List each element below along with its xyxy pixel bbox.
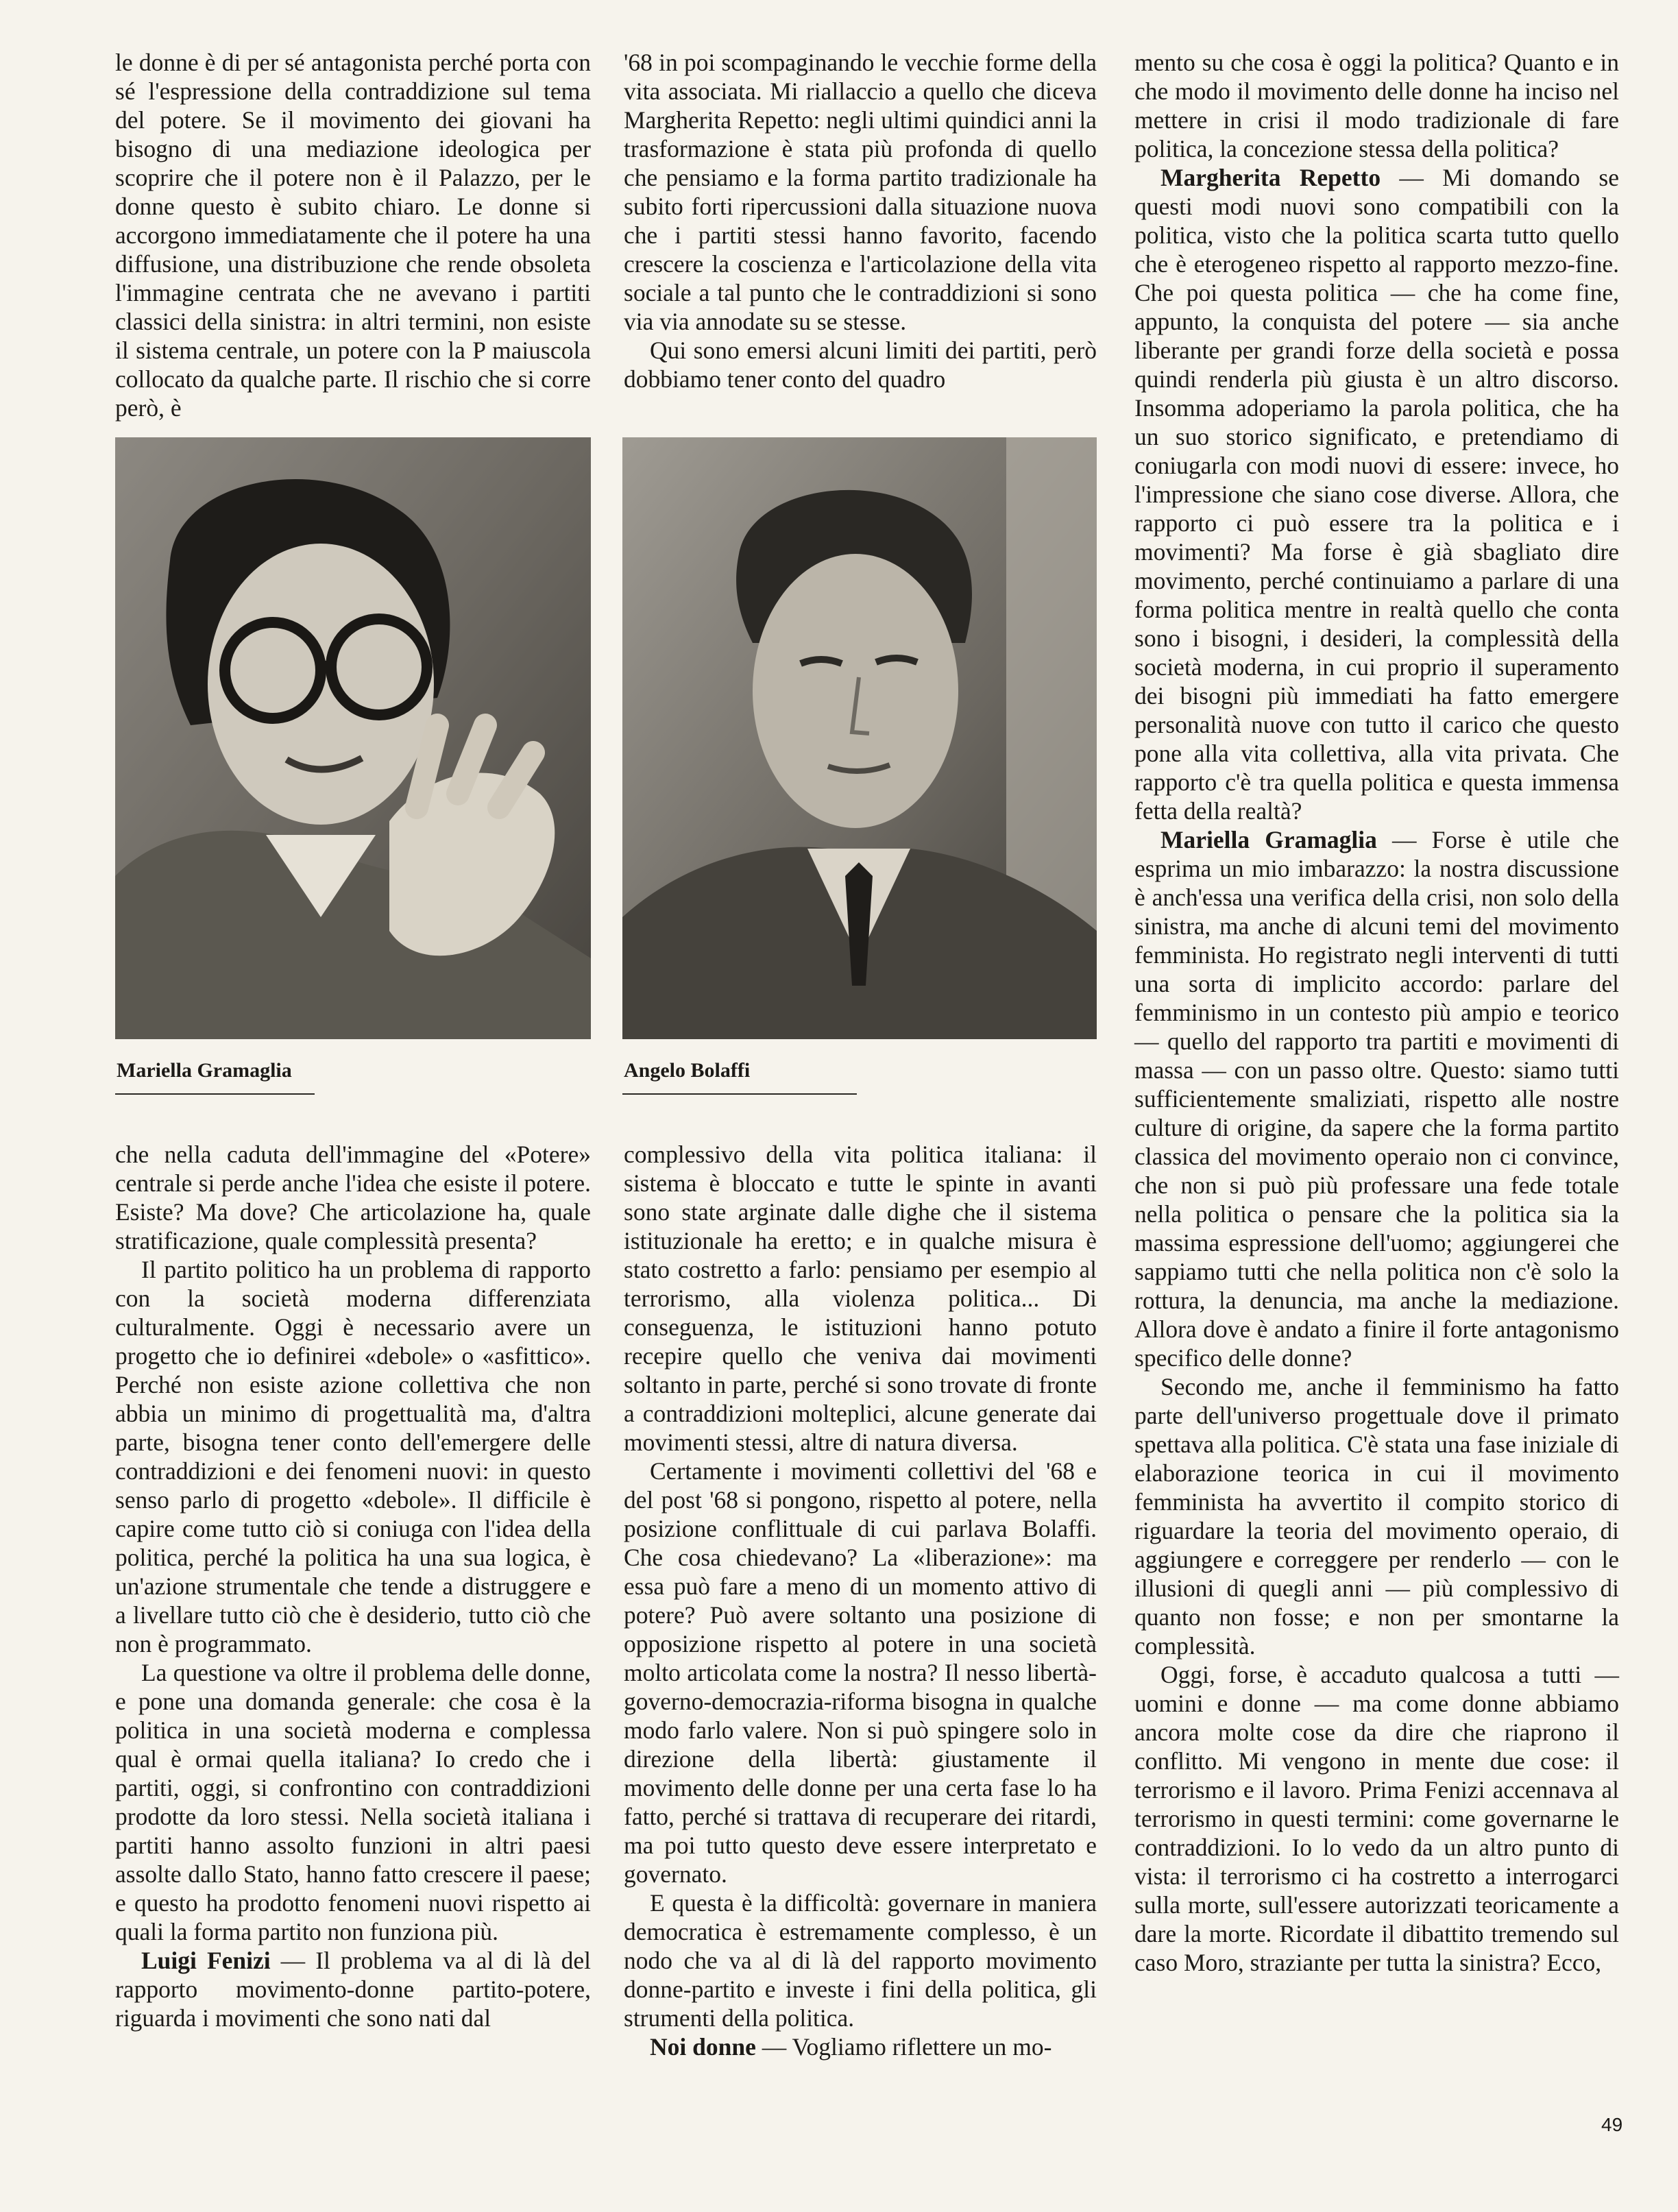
speaker-name: Luigi Fenizi: [141, 1947, 271, 1974]
caption-rule-right: [622, 1093, 857, 1095]
paragraph: le donne è di per sé antagonista perché porta con sé l'espressione della contraddizione sul tema del potere. Se il movimento dei giovani ha bisogno di una mediazione ideologica per scoprire che il potere non è il Palazzo, per le donne questo è subito chiaro. Le donne si accorgono immediatamente che il potere ha una diffusione, una distribuzione che rende obsoleta l'immagine centrata che ne avevano i partiti classici della sinistra: in altri termini, non esiste il sistema centrale, un potere con la P maiuscola collocato da qualche parte. Il rischio che si corre però, è: [115, 49, 591, 422]
photo-mariella-gramaglia: [115, 437, 591, 1039]
paragraph: mento su che cosa è oggi la politica? Quanto e in che modo il movimento delle donne ha inciso nel mettere in crisi il modo tradizionale di fare politica, la concezione stessa della politica?: [1134, 49, 1619, 162]
speaker-name: Noi donne: [650, 2033, 756, 2061]
column-2-bottom: [624, 1140, 1097, 2061]
speaker-text: — Vogliamo riflettere un mo-: [755, 2033, 1052, 2061]
paragraph: E questa è la difficoltà: governare in maniera democratica è estremamente complesso, è un nodo che va al di là del rapporto movimento donne-partito e investe i fini della politica, gli strumenti della politica.: [624, 1889, 1097, 2032]
speaker-paragraph: [1134, 825, 1619, 1372]
page-number: 49: [1601, 2114, 1623, 2135]
column-1-top: [115, 48, 591, 422]
photo-caption-left: Mariella Gramaglia: [117, 1059, 292, 1082]
paragraph: che nella caduta dell'immagine del «Potere» centrale si perde anche l'idea che esiste il potere. Esiste? Ma dove? Che articolazione ha, quale stratificazione, quale complessità presenta?: [115, 1141, 591, 1254]
paragraph: '68 in poi scompaginando le vecchie forme della vita associata. Mi riallaccio a quello che diceva Margherita Repetto: negli ultimi quindici anni la trasformazione è stata più profonda di quello che pensiamo e la forma partito tradizionale ha subito forti ripercussioni dalla situazione nuova che i partiti stessi hanno favorito, facendo crescere la coscienza e l'articolazione della vita sociale a tal punto che le contraddizioni si sono via via annodate su se stesse.: [624, 49, 1097, 335]
portrait-illustration: [622, 437, 1097, 1039]
portrait-illustration: [115, 437, 591, 1039]
paragraph: Qui sono emersi alcuni limiti dei partiti, però dobbiamo tener conto del quadro: [624, 337, 1097, 393]
paragraph: La questione va oltre il problema delle donne, e pone una domanda generale: che cosa è la politica in una società moderna e complessa qual è ormai quella italiana? Io credo che i partiti, oggi, si confrontino con contraddizioni prodotte da loro stessi. Nella società italiana i partiti hanno assolto funzioni in altri paesi assolte dallo Stato, hanno fatto crescere il paese; e questo ha prodotto fenomeni nuovi rispetto ai quali la forma partito non funziona più.: [115, 1659, 591, 1945]
paragraph: Il partito politico ha un problema di rapporto con la società moderna differenziata culturalmente. Oggi è necessario avere un progetto che io definirei «debole» o «asfittico». Perché non esiste azione collettiva che non abbia un minimo di progettualità ma, d'altra parte, bisogna tener conto dell'emergere delle contraddizioni e dei fenomeni nuovi: in questo senso parlo di progetto «debole». Il difficile è capire come tutto ciò si coniuga con l'idea della politica, perché la politica ha una sua logica, è un'azione strumentale che tende a distruggere e a livellare tutto ciò che è desiderio, tutto ciò che non è programmato.: [115, 1256, 591, 1657]
speaker-name: Mariella Gramaglia: [1160, 826, 1377, 853]
column-3: [1134, 48, 1619, 1977]
paragraph: Certamente i movimenti collettivi del '68 e del post '68 si pongono, rispetto al potere, nella posizione conflittuale di cui parlava Bolaffi. Che cosa chiedevano? La «liberazione»: ma essa può fare a meno di un momento attivo di potere? Può avere soltanto una posizione di opposizione rispetto al potere in una società molto articolata come la nostra? Il nesso libertà-governo-democrazia-riforma bisogna in qualche modo farlo valere. Non si può spingere solo in direzione della libertà: giustamente il movimento delle donne per una certa fase lo ha fatto, perché si trattava di recuperare dei ritardi, ma poi tutto questo deve essere interpretato e governato.: [624, 1457, 1097, 1888]
paragraph: complessivo della vita politica italiana: il sistema è bloccato e tutte le spinte in avanti sono state arginate dalle dighe che il sistema istituzionale ha eretto; e in qualche misura è stato costretto a farlo: pensiamo per esempio al terrorismo, alla violenza politica... Di conseguenza, le istituzioni hanno potuto recepire quello che veniva dai movimenti soltanto in parte, perché si sono trovate di fronte a contraddizioni molteplici, alcune generate dai movimenti stessi, altre di natura diversa.: [624, 1141, 1097, 1456]
speaker-text: — Mi domando se questi modi nuovi sono compatibili con la politica, visto che la politica scarta tutto quello che è eterogeneo rispetto al rapporto mezzo-fine. Che poi questa politica — che ha come fine, appunto, la conquista del potere — sia anche liberante per grandi forze della società e possa quindi renderla più giusta è un altro discorso. Insomma adoperiamo la parola politica, che ha un suo storico significato, e pretendiamo di coniugarla con modi nuovi di essere: invece, ho l'impressione che siano cose diverse. Allora, che rapporto ci può essere tra la politica e i movimenti? Ma forse è già sbagliato dire movimento, perché continuiamo a parlare di una forma politica mentre in realtà quello che conta sono i bisogni, i desideri, la complessità della società moderna, in cui proprio il superamento dei bisogni più immediati ha fatto emergere personalità nuove con tutto il carico che questo pone alla vita collettiva, alla vita privata. Che rapporto c'è tra quella politica e questa immensa fetta della realtà?: [1134, 164, 1619, 825]
speaker-paragraph: [115, 1946, 591, 2032]
speaker-name: Margherita Repetto: [1160, 164, 1381, 191]
photo-caption-right: Angelo Bolaffi: [624, 1059, 751, 1082]
speaker-paragraph: [1134, 163, 1619, 825]
photo-angelo-bolaffi: [622, 437, 1097, 1039]
paragraph: Secondo me, anche il femminismo ha fatto parte dell'universo progettuale dove il primato spettava alla politica. C'è stata una fase iniziale di elaborazione teorica in cui il movimento femminista ha avvertito il compito storico di riguardare la teoria del movimento operaio, di aggiungere e correggere per renderlo — con le illusioni di quegli anni — più complessivo di quanto non fosse; e non per smontarne la complessità.: [1134, 1373, 1619, 1660]
paragraph: Oggi, forse, è accaduto qualcosa a tutti — uomini e donne — ma come donne abbiamo ancora molte cose da dire che riaprono il conflitto. Mi vengono in mente due cose: il terrorismo e il lavoro. Prima Fenizi accennava al terrorismo in questi termini: come governarne le contraddizioni. Io lo vedo da un altro punto di vista: il terrorismo ci ha costretto a interrogarci sulla morte, sull'essere autorizzati teoricamente a dare la morte. Ricordate il dibattito tremendo sul caso Moro, straziante per tutta la sinistra? Ecco,: [1134, 1661, 1619, 1976]
speaker-text: — Il problema va al di là del rapporto movimento-donne partito-potere, riguarda i movimenti che sono nati dal: [115, 1947, 591, 2032]
column-2-top: [624, 48, 1097, 393]
speaker-paragraph: [624, 2032, 1097, 2061]
column-1-bottom: [115, 1140, 591, 2032]
speaker-text: — Forse è utile che esprima un mio imbarazzo: la nostra discussione è anch'essa una verifica della crisi, non solo della sinistra, ma anche di alcuni temi del movimento femminista. Ho registrato negli interventi di tutti una sorta di implicito accordo: parlare del femminismo in un contesto più ampio e teorico — quello del rapporto tra partiti e movimenti di massa — con un passo oltre. Questo: siamo tutti sufficientemente smaliziati, rispetto alle nostre culture di origine, da sapere che la forma partito classica del movimento operaio non ci convince, che non si può più professare una fede totale nella politica o pensare che la politica sia la massima espressione dell'uomo; aggiungerei che sappiamo tutti che nella politica non c'è solo la rottura, la denuncia, ma anche la mediazione. Allora dove è andato a finire il forte antagonismo specifico delle donne?: [1134, 826, 1619, 1372]
caption-rule-left: [115, 1093, 315, 1095]
